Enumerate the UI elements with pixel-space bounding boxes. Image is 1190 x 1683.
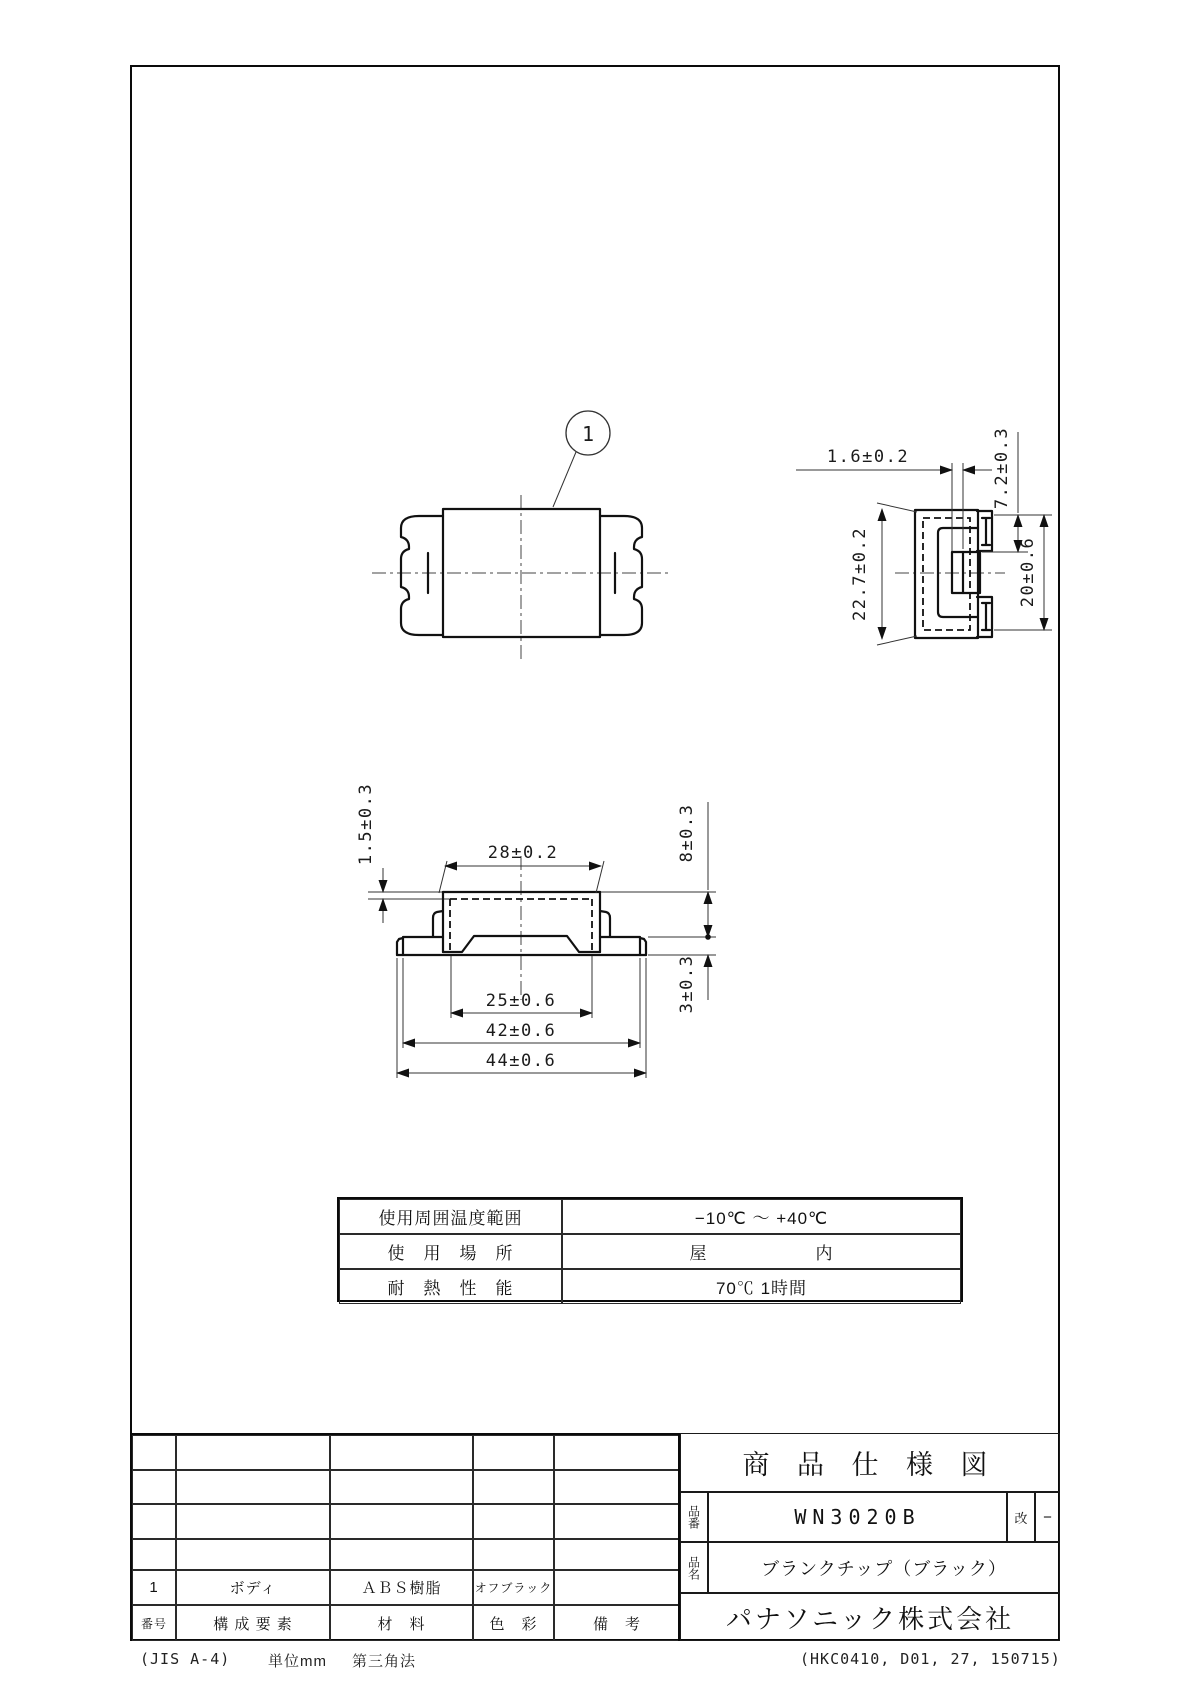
dim-mid-width: 42±0.6 bbox=[485, 1021, 557, 1041]
spec-value: 70℃ 1時間 bbox=[562, 1269, 961, 1304]
revision-label: 改 bbox=[1007, 1492, 1035, 1542]
parts-table bbox=[130, 1433, 680, 1641]
spec-label: 耐 熱 性 能 bbox=[339, 1269, 562, 1304]
footer-paper-size: (JIS A-4) bbox=[140, 1650, 231, 1668]
footer-doc-code: (HKC0410, D01, 27, 150715) bbox=[800, 1650, 1061, 1668]
part-row-component: ボディ bbox=[176, 1570, 330, 1605]
part-row-remarks bbox=[554, 1570, 680, 1605]
spec-value: −10℃ ～ +40℃ bbox=[562, 1199, 961, 1234]
doc-title: 商 品 仕 様 図 bbox=[680, 1433, 1060, 1492]
part-row-no: 1 bbox=[132, 1570, 176, 1605]
parts-header-remarks: 備 考 bbox=[554, 1605, 680, 1641]
parts-header-material: 材 料 bbox=[330, 1605, 473, 1641]
dim-inner-width: 25±0.6 bbox=[485, 991, 557, 1011]
parts-header-component: 構 成 要 素 bbox=[176, 1605, 330, 1641]
parts-header-color: 色 彩 bbox=[473, 1605, 554, 1641]
balloon-leader bbox=[553, 452, 576, 507]
part-row-color: オフブラック bbox=[473, 1570, 554, 1605]
balloon-number: 1 bbox=[581, 422, 595, 446]
dim-side-height: 22.7±0.2 bbox=[850, 527, 870, 621]
dim-side-lip: 1.6±0.2 bbox=[826, 447, 910, 467]
revision-value: − bbox=[1035, 1492, 1060, 1542]
part-no-label: 品番 bbox=[680, 1492, 708, 1542]
footer-projection: 第三角法 bbox=[352, 1653, 417, 1670]
footer-unit: 単位mm bbox=[268, 1653, 327, 1670]
dim-outer-width: 44±0.6 bbox=[485, 1051, 557, 1071]
part-no-value: WN3020B bbox=[708, 1492, 1007, 1542]
mount-frame-left-wing bbox=[401, 516, 443, 635]
dim-bottom-lip: 1.5±0.3 bbox=[356, 782, 376, 866]
part-name-label: 品名 bbox=[680, 1542, 708, 1593]
dim-height-above-plate: 8±0.3 bbox=[677, 803, 697, 863]
parts-header-no: 番号 bbox=[132, 1605, 176, 1641]
dim-plate-thickness: 3±0.3 bbox=[677, 954, 697, 1014]
spec-label: 使 用 場 所 bbox=[339, 1234, 562, 1269]
front-view bbox=[372, 411, 670, 660]
dim-top-width: 28±0.2 bbox=[487, 843, 559, 863]
part-row-material: ＡＢＳ樹脂 bbox=[330, 1570, 473, 1605]
dim-side-depth: 7.2±0.3 bbox=[992, 426, 1012, 510]
bottom-view bbox=[356, 783, 716, 1078]
spec-table bbox=[337, 1197, 963, 1302]
spec-label: 使用周囲温度範囲 bbox=[339, 1199, 562, 1234]
mount-frame-right-wing bbox=[600, 516, 642, 635]
dim-side-claw-span: 20±0.6 bbox=[1018, 536, 1038, 608]
spec-value: 屋 内 bbox=[562, 1234, 961, 1269]
side-view bbox=[796, 427, 1052, 645]
part-name-value: ブランクチップ（ブラック） bbox=[708, 1542, 1060, 1593]
company-name: パナソニック株式会社 bbox=[680, 1593, 1060, 1641]
